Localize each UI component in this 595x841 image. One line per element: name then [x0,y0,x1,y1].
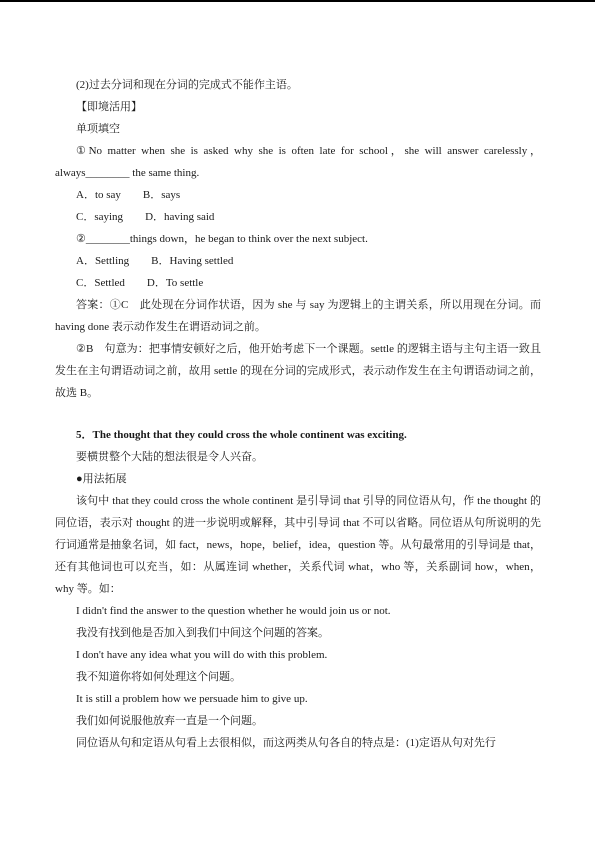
question-1-options-ab [55,184,541,206]
example-3-cn: 我们如何说服他放弃一直是一个问题。 [76,715,263,727]
option-b: B．Having settled [151,255,234,267]
sentence-translation: 要横贯整个大陆的想法很是令人兴奋。 [76,451,263,463]
option-b: B．says [142,189,181,201]
question-2-options-cd [55,272,541,294]
question-2-options-ab [55,250,541,272]
sentence-heading: 5．The thought that they could cross the whole continent was exciting. [76,429,407,441]
comparison-line: 同位语从句和定语从句看上去很相似，而这两类从句各自的特点是：(1)定语从句对先行 [76,737,496,749]
top-rule [0,0,595,2]
example-2-cn: 我不知道你将如何处理这个问题。 [76,671,241,683]
question-1: ①No matter when she is asked why she is often late for school，she will answer carelessly，always________ the same thing. [55,145,541,179]
document-page [55,74,541,754]
option-d: D．To settle [146,277,204,289]
question-1-options-cd [55,206,541,228]
example-1-cn: 我没有找到他是否加入到我们中间这个问题的答案。 [76,627,329,639]
spacer [55,404,541,424]
answer-1: 答案：①C 此处现在分词作状语，因为 she 与 say 为逻辑上的主谓关系，所以用现在分词。而 having done 表示动作发生在谓语动词之前。 [55,299,541,333]
option-a: A．Settling [76,255,130,267]
example-1-en: I didn't find the answer to the question whether he would join us or not. [76,605,391,617]
exercise-type: 单项填空 [76,123,120,135]
usage-heading: ●用法拓展 [76,473,127,485]
option-c: C．saying [76,211,124,223]
question-2: ②________things down，he began to think over the next subject. [76,233,368,245]
option-d: D．having said [145,211,215,223]
section-tag: 【即境活用】 [76,101,142,113]
note-line: (2)过去分词和现在分词的完成式不能作主语。 [76,79,298,91]
option-a: A．to say [76,189,121,201]
example-3-en: It is still a problem how we persuade him to give up. [76,693,308,705]
example-2-en: I don't have any idea what you will do with this problem. [76,649,328,661]
usage-paragraph: 该句中 that they could cross the whole continent 是引导词 that 引导的同位语从句，作 the thought 的同位语，表示对 thought 的进一步说明或解释，其中引导词 that 不可以省略。同位语从句所说明的先行词通常是抽象名词，如 fact，news，hope，belief，idea，question 等。从句最常用的引导词是 that，还有其他词也可以充当，如：从属连词 whether，关系代词 what，who 等，关系副词 how，when，why 等。如： [55,495,541,595]
answer-2: ②B 句意为：把事情安顿好之后，他开始考虑下一个课题。settle 的逻辑主语与主句主语一致且发生在主句谓语动词之前，故用 settle 的现在分词的完成形式，表示动作发生在主句谓语动词之前，故选 B。 [55,343,541,399]
option-c: C．Settled [76,277,125,289]
